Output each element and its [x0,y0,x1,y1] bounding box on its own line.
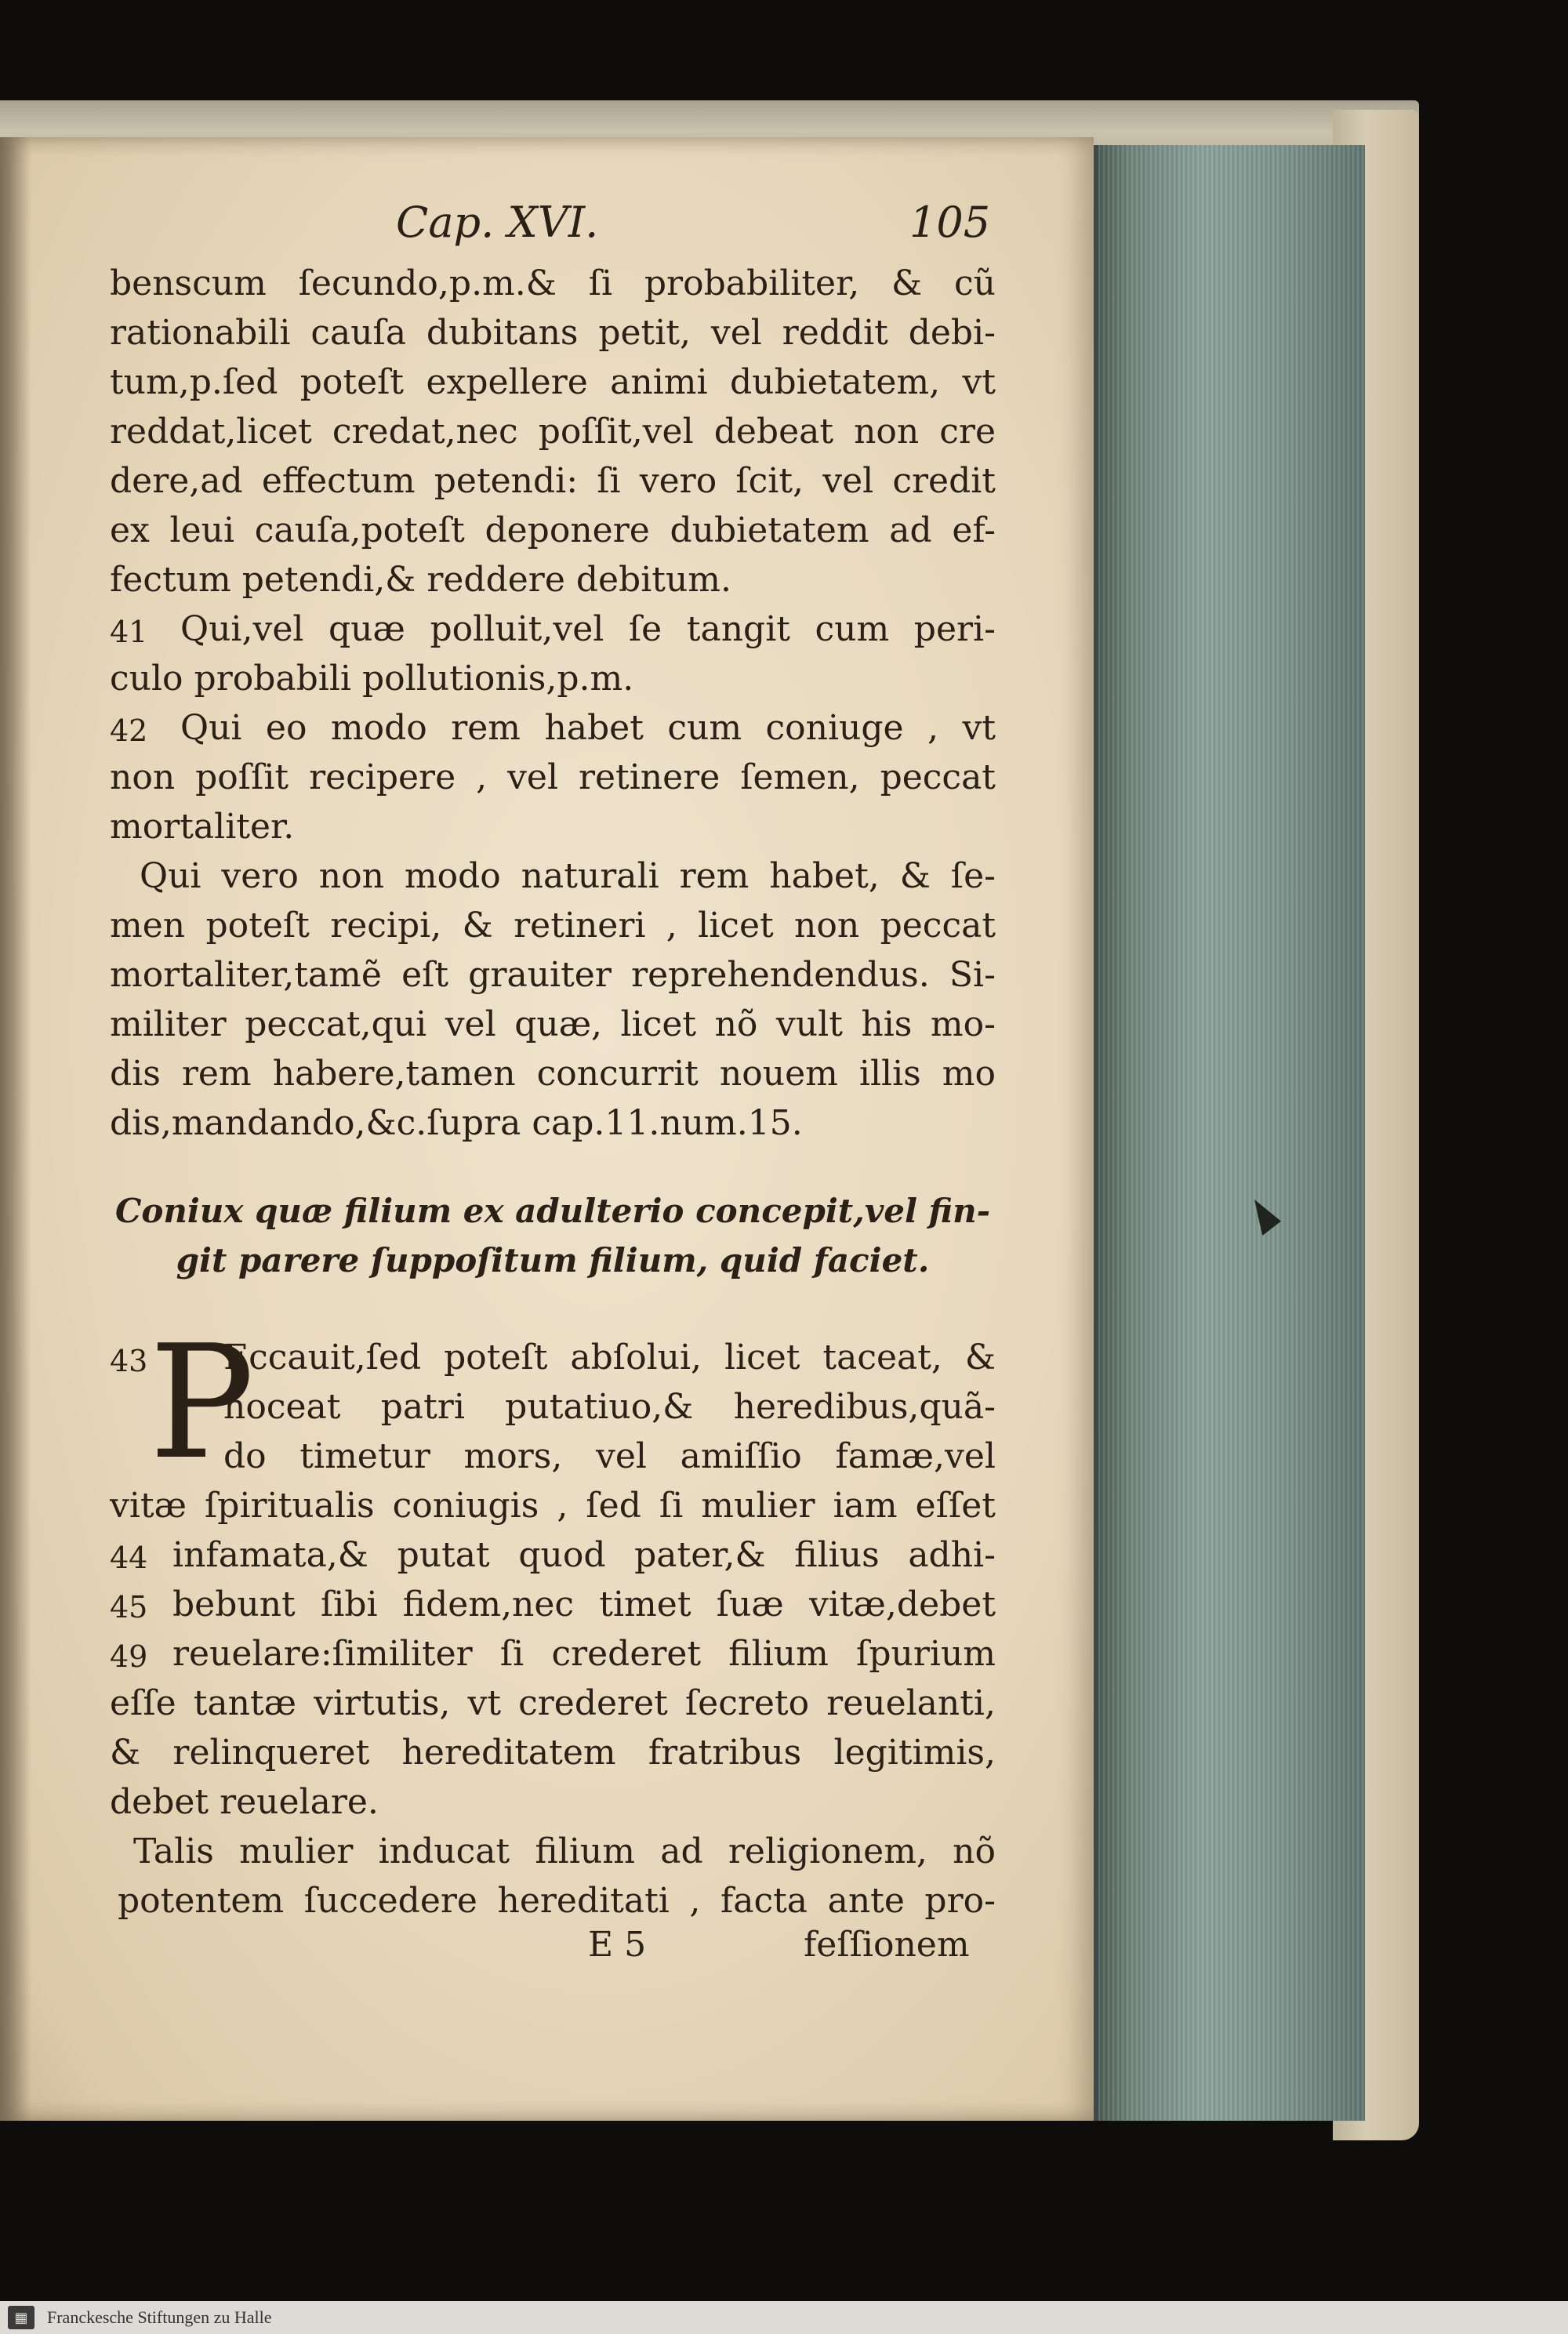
section-heading: Coniux quæ filium ex adulterio concepit,vel fin- [114,1192,991,1230]
text-line: potentem ſuccedere hereditati , facta ante pro- [118,1881,996,1921]
text-line: dis rem habere,tamen concurrit nouem illis mo [110,1054,996,1094]
text-line: Qui eo modo rem habet cum coniuge , vt [180,708,996,748]
margin-number: 44 [110,1541,148,1575]
text-line: infamata,& putat quod pater,& filius adhi- [172,1535,996,1575]
text-line: mortaliter. [110,807,295,847]
text-line: men poteſt recipi, & retineri , licet non peccat [110,906,996,946]
text-line: noceat patri putatiuo,& heredibus,quã- [223,1387,996,1427]
footer-bar [0,2301,1568,2334]
text-line: & relinqueret hereditatem fratribus legitimis, [110,1733,996,1773]
footer-institution: Franckesche Stiftungen zu Halle [47,2307,272,2327]
text-line: Talis mulier inducat filium ad religionem, nõ [133,1831,996,1871]
running-head-title: Cap. XVI. [396,198,599,247]
page-fore-edge [1094,145,1365,2121]
text-line: fectum petendi,& reddere debitum. [110,560,732,600]
text-line: bebunt ſibi fidem,nec timet ſuæ vitæ,debet [172,1584,996,1624]
text-line: mortaliter,tamẽ eſt grauiter reprehendendus. Si- [110,955,996,995]
gutter-shadow [0,137,31,2121]
margin-number: 45 [110,1590,148,1624]
catchword: feſſionem [804,1925,970,1965]
text-line: non poſſit recipere , vel retinere ſemen, peccat [110,757,996,797]
text-line: benscum ſecundo,p.m.& ſi probabiliter, & cũ [110,263,996,303]
margin-number: 43 [110,1344,148,1378]
text-line: Qui vero non modo naturali rem habet, & ſe- [140,856,996,896]
text-line: dere,ad effectum petendi: ſi vero ſcit, vel credit [110,461,996,501]
text-line: ex leui cauſa,poteſt deponere dubietatem ad ef- [110,510,996,550]
text-line: vitæ ſpiritualis coniugis , ſed ſi mulier iam eſſet [110,1486,996,1526]
text-line: tum,p.ſed poteſt expellere animi dubietatem, vt [110,362,996,402]
text-line: reddat,licet credat,nec poſſit,vel debeat non cre [110,412,996,452]
text-line: reuelare:ſimiliter ſi crederet filium ſpurium [172,1634,996,1674]
text-line: culo probabili pollutionis,p.m. [110,659,634,699]
text-line: do timetur mors, vel amiſſio famæ,vel [223,1436,996,1476]
institution-logo-icon: ▦ [8,2306,34,2329]
drop-cap: P [149,1312,255,1494]
text-line: Eccauit,ſed poteſt abſolui, licet taceat, & [223,1338,996,1378]
text-line: Qui,vel quæ polluit,vel ſe tangit cum peri- [180,609,996,649]
section-heading: git parere ſuppoſitum filium, quid faciet. [176,1241,930,1280]
text-line: militer peccat,qui vel quæ, licet nõ vult his mo- [110,1004,996,1044]
margin-number: 41 [110,615,148,649]
text-line: dis,mandando,&c.ſupra cap.11.num.15. [110,1103,803,1143]
text-line: rationabili cauſa dubitans petit, vel reddit debi- [110,313,996,353]
signature-mark: E 5 [588,1925,647,1965]
text-line: eſſe tantæ virtutis, vt crederet ſecreto reuelanti, [110,1683,996,1723]
folio-number: 105 [909,198,991,247]
margin-number: 42 [110,713,148,748]
text-line: debet reuelare. [110,1782,379,1822]
margin-number: 49 [110,1639,148,1674]
